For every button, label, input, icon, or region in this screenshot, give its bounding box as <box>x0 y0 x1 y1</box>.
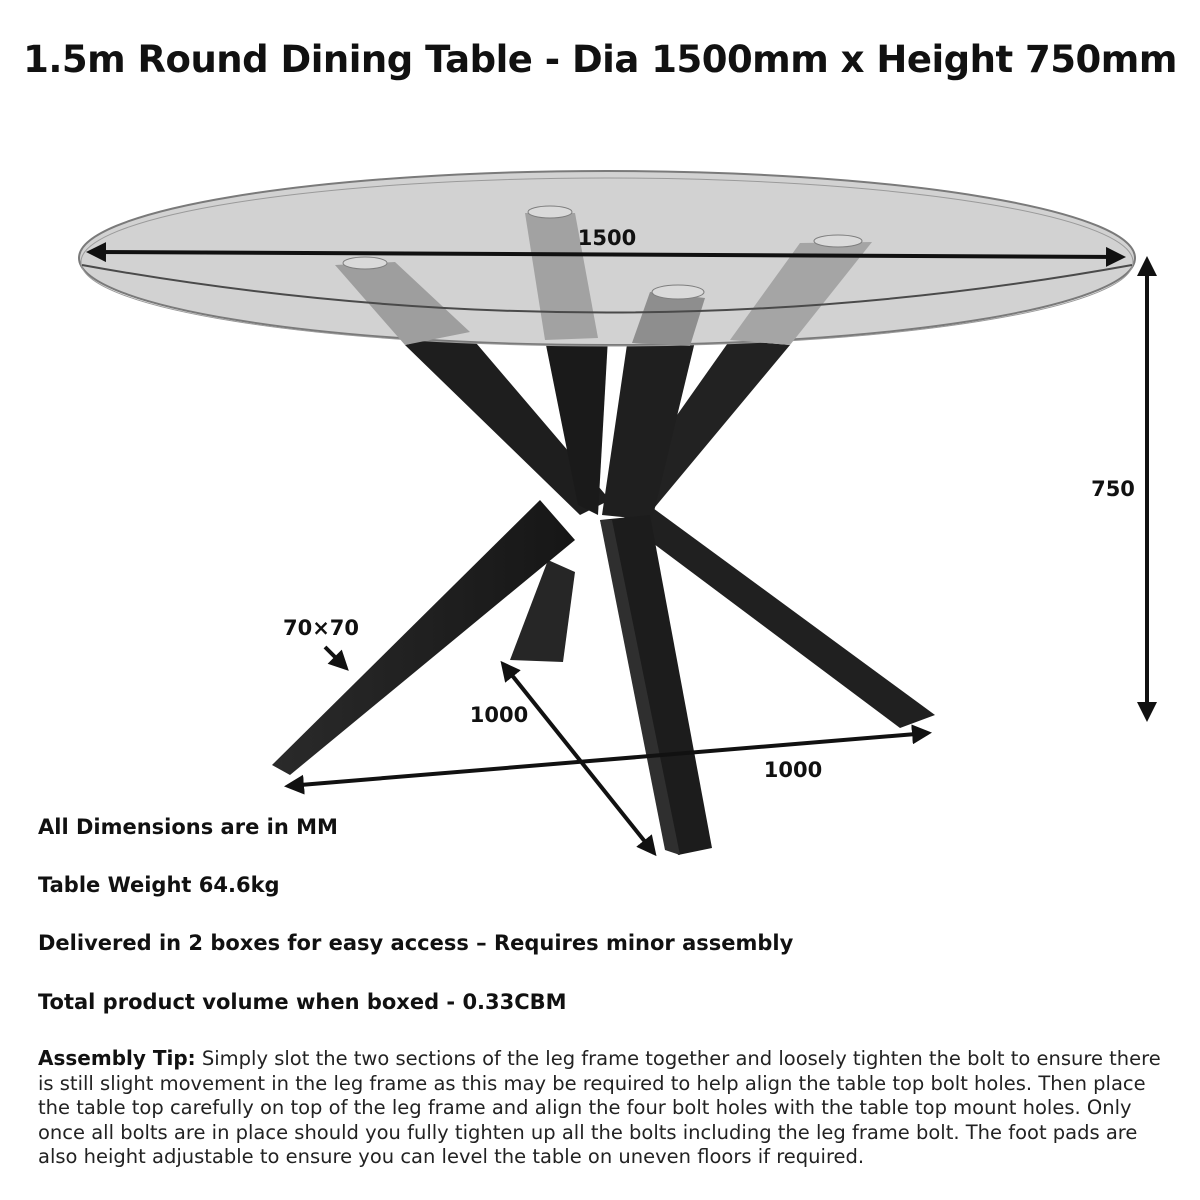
leg-section-arrow <box>325 647 346 668</box>
spec-units: All Dimensions are in MM <box>38 815 338 839</box>
spec-delivery: Delivered in 2 boxes for easy access – Requires minor assembly <box>38 931 794 955</box>
spec-weight: Table Weight 64.6kg <box>38 873 280 897</box>
page-title: 1.5m Round Dining Table - Dia 1500mm x Height 750mm <box>23 38 1177 81</box>
assembly-tip-label: Assembly Tip: <box>38 1046 196 1070</box>
spec-volume: Total product volume when boxed - 0.33CBM <box>38 990 567 1014</box>
diameter-label: 1500 <box>577 226 637 250</box>
leg-frame <box>272 290 935 855</box>
assembly-tip-text: Simply slot the two sections of the leg frame together and loosely tighten the bolt to ensure there is still slight movement in the leg frame as this may be required to help align the table top bolt holes. Then place the table top carefully on top of the leg frame and align the four bolt holes with the table top mount holes. Only once all bolts are in place should you fully tighten up all the bolts including the leg frame bolt. The foot pads are also height adjustable to ensure you can level the table on uneven floors if required. <box>38 1047 1161 1169</box>
glass-table-top <box>79 171 1135 346</box>
height-label: 750 <box>1091 477 1135 501</box>
base-depth-label: 1000 <box>469 703 529 727</box>
assembly-tip <box>38 1046 1162 1170</box>
bolt-hole-icon <box>652 285 704 299</box>
bolt-hole-icon <box>343 257 387 269</box>
base-width-label: 1000 <box>763 758 823 782</box>
bolt-hole-icon <box>528 206 572 218</box>
bolt-hole-icon <box>814 235 862 247</box>
leg-section-label: 70×70 <box>282 616 360 640</box>
base-width-arrow <box>288 733 928 786</box>
